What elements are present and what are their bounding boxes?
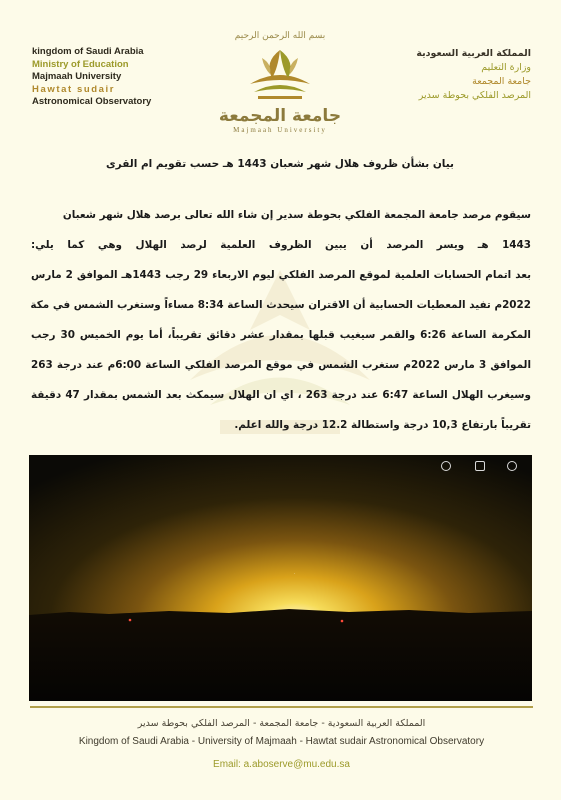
university-logo: [210, 22, 350, 134]
footer-arabic: المملكة العربية السعودية - جامعة المجمعة - المرصد الفلكي بحوطة سدير: [137, 718, 426, 729]
close-icon[interactable]: [507, 461, 517, 471]
body-line: سيقوم مرصد جامعة المجمعة الفلكي بحوطة سدير إن شاء الله تعالى برصد هلال شهر شعبان: [62, 209, 531, 221]
header-university: Majmaah University: [32, 71, 122, 82]
document-body: [31, 200, 531, 440]
header-country: kingdom of Saudi Arabia: [32, 46, 144, 57]
footer-email[interactable]: Email: a.aboserve@mu.edu.sa: [213, 759, 350, 770]
footer-english: Kingdom of Saudi Arabia - University of Majmaah - Hawtat sudair Astronomical Observatory: [78, 736, 485, 747]
document-title: بيان بشأن ظروف هلال شهر شعبان 1443 هـ حسب تقويم ام القرى: [106, 158, 454, 170]
body-line: وسيغرب الهلال الساعة 6:47 عند درجة 263 ، اي ان الهلال سيمكث بعد الشمس بمقدار 47 دقيقة: [31, 389, 531, 401]
header-town: Hawtat sudair: [32, 83, 116, 95]
body-line: المكرمة الساعة 6:26 والقمر سيغيب قبلها بمقدار عشر دقائق تقريباً، أما يوم الخميس 30 رجب: [31, 329, 531, 341]
header-ar-country: المملكة العربية السعودية: [416, 48, 531, 59]
body-line: الموافق 3 مارس 2022م ستغرب الشمس في موقع المرصد الفلكي الساعة 6:00م عند درجة 263: [31, 359, 532, 371]
settings-icon[interactable]: [475, 461, 485, 471]
header-ar-ministry: وزارة التعليم: [481, 62, 531, 73]
header-english-block: [32, 46, 182, 109]
sky-simulation-image: [29, 455, 532, 701]
header-arabic-block: [371, 47, 531, 103]
header-observatory: Astronomical Observatory: [32, 96, 152, 107]
logo-emblem-icon: [210, 22, 350, 106]
body-line: 1443 هـ ويسر المرصد أن يبين الظروف العلمية لرصد الهلال وهي كما يلي:: [31, 239, 531, 251]
logo-calligraphy: بسم الله الرحمن الرحيم: [234, 31, 326, 41]
body-line: تقريباً بارتفاع 10,3 درجة واستطالة 12.2 درجة والله اعلم.: [234, 419, 531, 431]
svg-text:·: ·: [294, 571, 296, 576]
footer-divider: [30, 706, 533, 708]
body-line: بعد اتمام الحسابات العلمية لموقع المرصد الفلكي ليوم الاربعاء 29 رجب 1443هـ الموافق 2 مارس: [31, 269, 532, 281]
logo-english-name: Majmaah University: [233, 126, 327, 134]
record-icon[interactable]: [441, 461, 451, 471]
sunset-sky-photo: [29, 455, 532, 701]
header-ministry: Ministry of Education: [32, 58, 129, 70]
body-line: 2022م تفيد المعطيات الحسابية أن الاقتران سيحدث الساعة 8:34 مساءاً وستغرب الشمس في مكة: [30, 299, 531, 311]
header-ar-observatory: المرصد الفلكي بحوطة سدير: [418, 90, 531, 101]
header-ar-university: جامعة المجمعة: [472, 76, 531, 87]
logo-arabic-name: جامعة المجمعة: [218, 106, 342, 126]
